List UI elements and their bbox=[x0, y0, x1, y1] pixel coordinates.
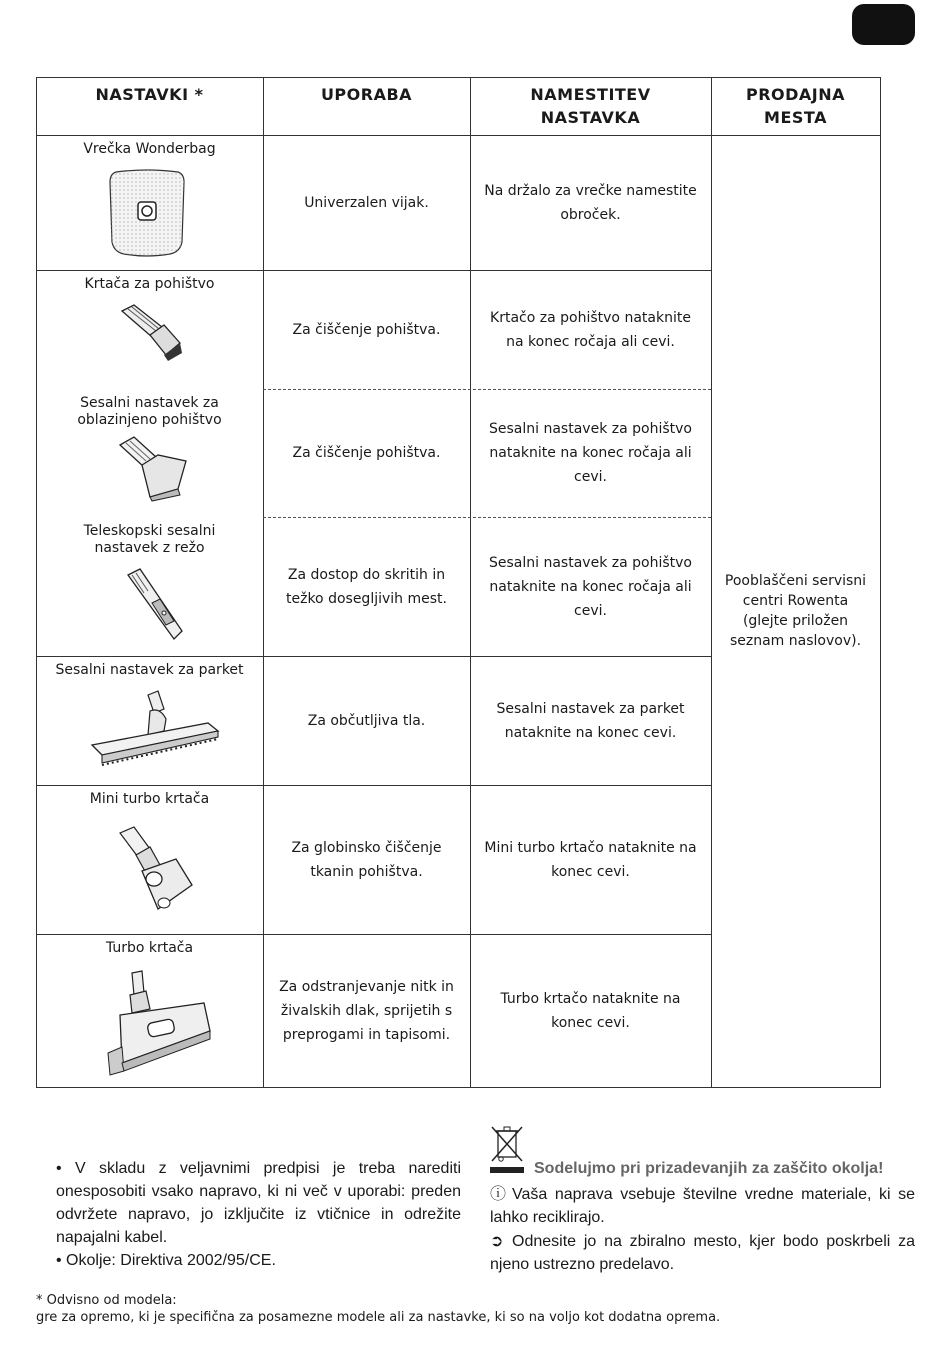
arrow-icon: ➲ bbox=[490, 1233, 504, 1250]
page-tab-marker bbox=[852, 4, 915, 45]
header-sales bbox=[711, 83, 880, 129]
usage-cell: Za dostop do skritih in težko dosegljivih mest. bbox=[286, 566, 447, 607]
usage-cell: Za občutljiva tla. bbox=[307, 712, 426, 729]
wonderbag-icon bbox=[106, 168, 188, 258]
usage-cell: Za čiščenje pohištva. bbox=[292, 445, 441, 461]
fitting-cell: Sesalni nastavek za pohištvo nataknite na konec ročaja ali cevi. bbox=[489, 421, 692, 485]
fitting-cell: Mini turbo krtačo nataknite na konec cevi. bbox=[484, 839, 697, 880]
disposal-bullet: • V skladu z veljavnimi predpisi je treba narediti onesposobiti vsako napravo, ki ni več v uporabi: preden odvržete napravo, jo izključite iz vtičnice in odrežite napajalni kabel. bbox=[56, 1160, 461, 1246]
header-fitting-line1: NAMESTITEV bbox=[530, 85, 651, 104]
footnote-line2: gre za opremo, ki je specifična za posamezne modele ali za nastavke, ki so na voljo kot dodatna oprema. bbox=[36, 1310, 721, 1325]
sales-points-cell: Pooblaščeni servisni centri Rowenta (glejte priložen seznam naslovov). bbox=[724, 573, 867, 649]
turbo-brush-icon bbox=[104, 969, 214, 1077]
info-text: Vaša naprava vsebuje številne vredne materiale, ki se lahko reciklirajo. bbox=[490, 1186, 915, 1226]
accessory-label: Sesalni nastavek za oblazinjeno pohištvo bbox=[77, 395, 222, 428]
crossed-bin-icon bbox=[490, 1125, 524, 1175]
fitting-cell: Sesalni nastavek za pohištvo nataknite na konec ročaja ali cevi. bbox=[489, 554, 692, 619]
environment-title: Sodelujmo pri prizadevanjih za zaščito okolja! bbox=[534, 1160, 884, 1177]
header-fitting-line2: NASTAVKA bbox=[540, 108, 641, 127]
footnote-line1: * Odvisno od modela: bbox=[36, 1293, 177, 1308]
recycle-text: Odnesite jo na zbiralno mesto, kjer bodo poskrbeli za njeno ustrezno predelavo. bbox=[490, 1233, 915, 1273]
mini-turbo-brush-icon bbox=[116, 825, 198, 915]
recycle-item bbox=[490, 1230, 915, 1276]
fitting-cell: Na držalo za vrečke namestite obroček. bbox=[484, 182, 697, 223]
upholstery-nozzle-icon bbox=[116, 435, 192, 503]
usage-cell: Univerzalen vijak. bbox=[304, 194, 429, 211]
header-accessories: NASTAVKI * bbox=[95, 85, 204, 104]
info-item bbox=[490, 1183, 915, 1229]
crevice-tool-icon bbox=[124, 567, 186, 641]
header-fitting bbox=[470, 83, 711, 129]
furniture-brush-icon bbox=[114, 303, 186, 363]
disposal-instructions bbox=[56, 1157, 461, 1272]
header-sales-line1: PRODAJNA bbox=[745, 85, 846, 104]
usage-cell: Za odstranjevanje nitk in živalskih dlak, sprijetih s preprogami in tapisomi. bbox=[279, 978, 454, 1043]
accessories-table bbox=[36, 77, 881, 1088]
fitting-cell: Sesalni nastavek za parket nataknite na konec cevi. bbox=[496, 700, 685, 741]
header-sales-line2: MESTA bbox=[764, 108, 827, 127]
usage-cell: Za globinsko čiščenje tkanin pohištva. bbox=[291, 839, 442, 880]
footnote bbox=[36, 1292, 720, 1326]
usage-cell: Za čiščenje pohištva. bbox=[292, 321, 441, 338]
fitting-cell: Turbo krtačo nataknite na konec cevi. bbox=[500, 990, 681, 1031]
accessory-label: Teleskopski sesalni nastavek z režo bbox=[83, 523, 216, 556]
accessory-label: Krtača za pohištvo bbox=[84, 276, 215, 292]
directive-bullet: • Okolje: Direktiva 2002/95/CE. bbox=[56, 1252, 276, 1269]
accessory-label: Vrečka Wonderbag bbox=[83, 141, 216, 157]
accessory-label: Turbo krtača bbox=[105, 940, 194, 956]
accessory-label: Mini turbo krtača bbox=[89, 791, 210, 807]
parquet-nozzle-icon bbox=[88, 689, 220, 769]
accessory-label: Sesalni nastavek za parket bbox=[55, 662, 244, 678]
fitting-cell: Krtačo za pohištvo nataknite na konec ročaja ali cevi. bbox=[490, 309, 691, 350]
header-usage: UPORABA bbox=[320, 85, 413, 104]
info-icon: ⓘ bbox=[490, 1186, 507, 1203]
